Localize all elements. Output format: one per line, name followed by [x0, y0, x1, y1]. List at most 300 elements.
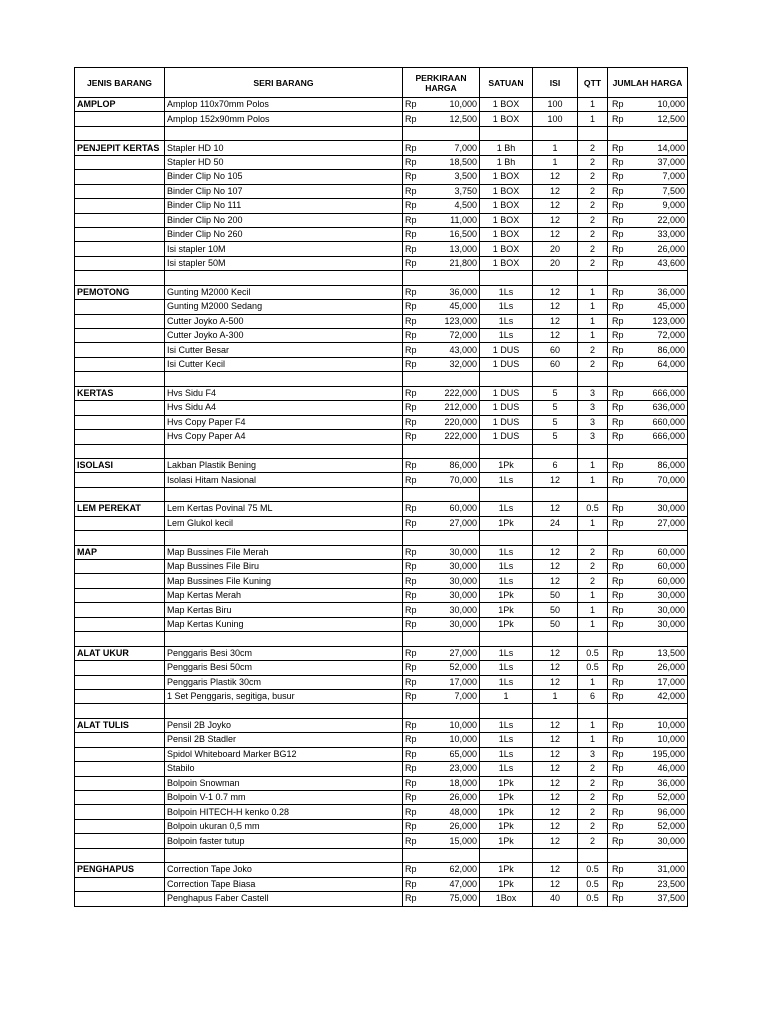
total-cell: 96,000 — [627, 805, 688, 819]
category-cell — [75, 776, 165, 790]
table-row — [75, 473, 688, 487]
total-currency-cell: Rp — [608, 733, 627, 747]
category-cell: MAP — [75, 545, 165, 559]
category-cell — [75, 415, 165, 429]
unit-cell: 1Ls — [480, 762, 533, 776]
qtt-cell: 2 — [578, 791, 608, 805]
empty-cell — [75, 848, 165, 862]
category-cell — [75, 877, 165, 891]
table-row — [75, 213, 688, 227]
total-cell: 666,000 — [627, 430, 688, 444]
empty-cell — [608, 632, 627, 646]
item-name-cell: Correction Tape Biasa — [165, 877, 403, 891]
total-cell: 43,600 — [627, 256, 688, 270]
total-currency-cell: Rp — [608, 112, 627, 126]
table-row — [75, 184, 688, 198]
price-cell: 212,000 — [422, 401, 480, 415]
total-currency-cell: Rp — [608, 357, 627, 371]
isi-cell: 24 — [533, 516, 578, 530]
isi-cell: 60 — [533, 343, 578, 357]
spacer-row — [75, 487, 688, 501]
item-name-cell: Map Bussines File Merah — [165, 545, 403, 559]
empty-cell — [627, 444, 688, 458]
empty-cell — [627, 487, 688, 501]
price-cell: 4,500 — [422, 199, 480, 213]
total-cell: 36,000 — [627, 285, 688, 299]
price-cell: 60,000 — [422, 502, 480, 516]
item-name-cell: Binder Clip No 111 — [165, 199, 403, 213]
qtt-cell: 2 — [578, 776, 608, 790]
table-row — [75, 646, 688, 660]
price-currency-cell: Rp — [403, 574, 422, 588]
price-currency-cell: Rp — [403, 805, 422, 819]
price-currency-cell: Rp — [403, 516, 422, 530]
total-cell: 636,000 — [627, 401, 688, 415]
unit-cell: 1Ls — [480, 747, 533, 761]
table-row — [75, 791, 688, 805]
qtt-cell: 3 — [578, 401, 608, 415]
price-cell: 11,000 — [422, 213, 480, 227]
category-cell — [75, 747, 165, 761]
item-name-cell: Penggaris Besi 50cm — [165, 661, 403, 675]
unit-cell: 1Box — [480, 892, 533, 906]
table-row — [75, 155, 688, 169]
table-row — [75, 689, 688, 703]
total-cell: 7,000 — [627, 170, 688, 184]
spacer-row — [75, 444, 688, 458]
total-currency-cell: Rp — [608, 805, 627, 819]
category-cell — [75, 242, 165, 256]
empty-cell — [403, 271, 422, 285]
isi-cell: 12 — [533, 574, 578, 588]
empty-cell — [480, 126, 533, 140]
total-currency-cell: Rp — [608, 314, 627, 328]
isi-cell: 1 — [533, 155, 578, 169]
empty-cell — [578, 632, 608, 646]
price-currency-cell: Rp — [403, 141, 422, 155]
unit-cell: 1 BOX — [480, 98, 533, 112]
price-currency-cell: Rp — [403, 718, 422, 732]
isi-cell: 12 — [533, 545, 578, 559]
category-cell — [75, 256, 165, 270]
price-currency-cell: Rp — [403, 689, 422, 703]
table-row — [75, 516, 688, 530]
price-currency-cell: Rp — [403, 329, 422, 343]
item-name-cell: Hvs Sidu A4 — [165, 401, 403, 415]
item-name-cell: Isi Cutter Kecil — [165, 357, 403, 371]
price-cell: 18,000 — [422, 776, 480, 790]
total-cell: 86,000 — [627, 458, 688, 472]
item-name-cell: Stapler HD 10 — [165, 141, 403, 155]
price-currency-cell: Rp — [403, 184, 422, 198]
category-cell: PENGHAPUS — [75, 863, 165, 877]
empty-cell — [422, 704, 480, 718]
qtt-cell: 6 — [578, 689, 608, 703]
empty-cell — [608, 126, 627, 140]
item-name-cell: Map Kertas Biru — [165, 603, 403, 617]
empty-cell — [480, 632, 533, 646]
total-cell: 45,000 — [627, 300, 688, 314]
isi-cell: 12 — [533, 199, 578, 213]
category-cell — [75, 213, 165, 227]
total-cell: 666,000 — [627, 386, 688, 400]
total-cell: 30,000 — [627, 502, 688, 516]
empty-cell — [480, 372, 533, 386]
unit-cell: 1 DUS — [480, 430, 533, 444]
isi-cell: 12 — [533, 819, 578, 833]
qtt-cell: 2 — [578, 213, 608, 227]
total-cell: 52,000 — [627, 819, 688, 833]
total-currency-cell: Rp — [608, 98, 627, 112]
total-currency-cell: Rp — [608, 689, 627, 703]
price-cell: 17,000 — [422, 675, 480, 689]
empty-cell — [165, 487, 403, 501]
category-cell — [75, 675, 165, 689]
price-cell: 70,000 — [422, 473, 480, 487]
isi-cell: 50 — [533, 617, 578, 631]
price-cell: 27,000 — [422, 646, 480, 660]
qtt-cell: 2 — [578, 199, 608, 213]
isi-cell: 12 — [533, 184, 578, 198]
header-qtt: QTT — [578, 68, 608, 98]
table-row — [75, 112, 688, 126]
item-name-cell: Isi stapler 10M — [165, 242, 403, 256]
total-currency-cell: Rp — [608, 892, 627, 906]
table-row — [75, 458, 688, 472]
qtt-cell: 2 — [578, 357, 608, 371]
item-name-cell: Hvs Copy Paper F4 — [165, 415, 403, 429]
empty-cell — [627, 531, 688, 545]
qtt-cell: 0.5 — [578, 863, 608, 877]
total-currency-cell: Rp — [608, 545, 627, 559]
table-row — [75, 199, 688, 213]
category-cell: KERTAS — [75, 386, 165, 400]
item-name-cell: Stabilo — [165, 762, 403, 776]
total-currency-cell: Rp — [608, 675, 627, 689]
price-cell: 123,000 — [422, 314, 480, 328]
price-currency-cell: Rp — [403, 357, 422, 371]
total-cell: 52,000 — [627, 791, 688, 805]
table-row — [75, 227, 688, 241]
total-currency-cell: Rp — [608, 646, 627, 660]
total-cell: 30,000 — [627, 617, 688, 631]
price-currency-cell: Rp — [403, 560, 422, 574]
total-currency-cell: Rp — [608, 617, 627, 631]
spacer-row — [75, 271, 688, 285]
price-cell: 30,000 — [422, 603, 480, 617]
empty-cell — [165, 126, 403, 140]
unit-cell: 1 DUS — [480, 343, 533, 357]
qtt-cell: 1 — [578, 314, 608, 328]
price-cell: 10,000 — [422, 733, 480, 747]
empty-cell — [403, 444, 422, 458]
unit-cell: 1Ls — [480, 285, 533, 299]
price-cell: 21,800 — [422, 256, 480, 270]
total-cell: 31,000 — [627, 863, 688, 877]
qtt-cell: 1 — [578, 473, 608, 487]
total-currency-cell: Rp — [608, 415, 627, 429]
unit-cell: 1Pk — [480, 617, 533, 631]
qtt-cell: 1 — [578, 329, 608, 343]
item-name-cell: Spidol Whiteboard Marker BG12 — [165, 747, 403, 761]
item-name-cell: Penggaris Plastik 30cm — [165, 675, 403, 689]
empty-cell — [627, 632, 688, 646]
spacer-row — [75, 848, 688, 862]
isi-cell: 6 — [533, 458, 578, 472]
price-cell: 220,000 — [422, 415, 480, 429]
total-currency-cell: Rp — [608, 329, 627, 343]
empty-cell — [403, 372, 422, 386]
total-currency-cell: Rp — [608, 155, 627, 169]
empty-cell — [422, 126, 480, 140]
total-currency-cell: Rp — [608, 473, 627, 487]
empty-cell — [533, 704, 578, 718]
category-cell — [75, 314, 165, 328]
total-currency-cell: Rp — [608, 574, 627, 588]
category-cell — [75, 430, 165, 444]
total-currency-cell: Rp — [608, 184, 627, 198]
qtt-cell: 2 — [578, 574, 608, 588]
unit-cell: 1Pk — [480, 458, 533, 472]
category-cell — [75, 661, 165, 675]
category-cell — [75, 689, 165, 703]
isi-cell: 20 — [533, 242, 578, 256]
table-row — [75, 386, 688, 400]
empty-cell — [627, 848, 688, 862]
price-currency-cell: Rp — [403, 473, 422, 487]
unit-cell: 1Ls — [480, 733, 533, 747]
total-cell: 7,500 — [627, 184, 688, 198]
spacer-row — [75, 126, 688, 140]
item-name-cell: Bolpoin V-1 0.7 mm — [165, 791, 403, 805]
empty-cell — [533, 444, 578, 458]
price-currency-cell: Rp — [403, 314, 422, 328]
table-row — [75, 776, 688, 790]
isi-cell: 5 — [533, 415, 578, 429]
qtt-cell: 2 — [578, 819, 608, 833]
price-estimate-table — [74, 67, 688, 907]
total-cell: 22,000 — [627, 213, 688, 227]
item-name-cell: Cutter Joyko A-500 — [165, 314, 403, 328]
qtt-cell: 1 — [578, 98, 608, 112]
isi-cell: 12 — [533, 170, 578, 184]
empty-cell — [578, 848, 608, 862]
header-satuan: SATUAN — [480, 68, 533, 98]
empty-cell — [533, 126, 578, 140]
total-currency-cell: Rp — [608, 661, 627, 675]
header-row — [75, 68, 688, 98]
empty-cell — [533, 531, 578, 545]
price-cell: 52,000 — [422, 661, 480, 675]
empty-cell — [533, 487, 578, 501]
isi-cell: 12 — [533, 791, 578, 805]
unit-cell: 1Ls — [480, 545, 533, 559]
category-cell — [75, 227, 165, 241]
total-currency-cell: Rp — [608, 588, 627, 602]
qtt-cell: 2 — [578, 805, 608, 819]
total-currency-cell: Rp — [608, 502, 627, 516]
isi-cell: 100 — [533, 112, 578, 126]
category-cell — [75, 357, 165, 371]
category-cell — [75, 819, 165, 833]
unit-cell: 1Pk — [480, 791, 533, 805]
isi-cell: 12 — [533, 805, 578, 819]
isi-cell: 60 — [533, 357, 578, 371]
item-name-cell: Isi Cutter Besar — [165, 343, 403, 357]
unit-cell: 1 BOX — [480, 170, 533, 184]
total-currency-cell: Rp — [608, 834, 627, 848]
unit-cell: 1Ls — [480, 574, 533, 588]
total-currency-cell: Rp — [608, 199, 627, 213]
price-currency-cell: Rp — [403, 415, 422, 429]
total-cell: 72,000 — [627, 329, 688, 343]
price-currency-cell: Rp — [403, 112, 422, 126]
total-currency-cell: Rp — [608, 300, 627, 314]
empty-cell — [627, 126, 688, 140]
empty-cell — [75, 487, 165, 501]
item-name-cell: Stapler HD 50 — [165, 155, 403, 169]
price-cell: 7,000 — [422, 689, 480, 703]
price-cell: 30,000 — [422, 545, 480, 559]
item-name-cell: Hvs Sidu F4 — [165, 386, 403, 400]
isi-cell: 12 — [533, 300, 578, 314]
unit-cell: 1 Bh — [480, 141, 533, 155]
price-currency-cell: Rp — [403, 776, 422, 790]
table-body — [75, 98, 688, 907]
category-cell — [75, 199, 165, 213]
isi-cell: 50 — [533, 588, 578, 602]
item-name-cell: Binder Clip No 107 — [165, 184, 403, 198]
unit-cell: 1Pk — [480, 805, 533, 819]
qtt-cell: 2 — [578, 141, 608, 155]
isi-cell: 100 — [533, 98, 578, 112]
unit-cell: 1Pk — [480, 863, 533, 877]
qtt-cell: 1 — [578, 516, 608, 530]
table-row — [75, 285, 688, 299]
category-cell — [75, 112, 165, 126]
qtt-cell: 1 — [578, 285, 608, 299]
table-row — [75, 300, 688, 314]
spacer-row — [75, 704, 688, 718]
unit-cell: 1 — [480, 689, 533, 703]
price-currency-cell: Rp — [403, 617, 422, 631]
total-cell: 27,000 — [627, 516, 688, 530]
total-cell: 37,500 — [627, 892, 688, 906]
total-cell: 33,000 — [627, 227, 688, 241]
empty-cell — [75, 531, 165, 545]
table-row — [75, 718, 688, 732]
price-currency-cell: Rp — [403, 430, 422, 444]
price-currency-cell: Rp — [403, 545, 422, 559]
table-row — [75, 314, 688, 328]
item-name-cell: 1 Set Penggaris, segitiga, busur — [165, 689, 403, 703]
table-row — [75, 834, 688, 848]
header-jumlah-harga: JUMLAH HARGA — [608, 68, 688, 98]
unit-cell: 1Pk — [480, 603, 533, 617]
total-cell: 60,000 — [627, 560, 688, 574]
category-cell: ALAT TULIS — [75, 718, 165, 732]
isi-cell: 12 — [533, 314, 578, 328]
price-cell: 7,000 — [422, 141, 480, 155]
total-cell: 37,000 — [627, 155, 688, 169]
total-currency-cell: Rp — [608, 227, 627, 241]
category-cell — [75, 401, 165, 415]
total-currency-cell: Rp — [608, 256, 627, 270]
qtt-cell: 0.5 — [578, 877, 608, 891]
total-cell: 660,000 — [627, 415, 688, 429]
category-cell — [75, 603, 165, 617]
unit-cell: 1 DUS — [480, 357, 533, 371]
empty-cell — [578, 531, 608, 545]
category-cell — [75, 805, 165, 819]
price-cell: 27,000 — [422, 516, 480, 530]
total-cell: 64,000 — [627, 357, 688, 371]
empty-cell — [75, 444, 165, 458]
total-cell: 23,500 — [627, 877, 688, 891]
category-cell — [75, 329, 165, 343]
price-cell: 15,000 — [422, 834, 480, 848]
price-cell: 30,000 — [422, 560, 480, 574]
price-cell: 16,500 — [422, 227, 480, 241]
empty-cell — [480, 531, 533, 545]
price-currency-cell: Rp — [403, 401, 422, 415]
total-currency-cell: Rp — [608, 401, 627, 415]
empty-cell — [608, 487, 627, 501]
total-cell: 9,000 — [627, 199, 688, 213]
isi-cell: 1 — [533, 689, 578, 703]
spacer-row — [75, 632, 688, 646]
category-cell — [75, 617, 165, 631]
price-cell: 30,000 — [422, 588, 480, 602]
empty-cell — [165, 704, 403, 718]
isi-cell: 12 — [533, 762, 578, 776]
item-name-cell: Bolpoin HITECH-H kenko 0.28 — [165, 805, 403, 819]
empty-cell — [422, 848, 480, 862]
item-name-cell: Map Bussines File Kuning — [165, 574, 403, 588]
total-currency-cell: Rp — [608, 863, 627, 877]
empty-cell — [608, 444, 627, 458]
item-name-cell: Pensil 2B Stadler — [165, 733, 403, 747]
empty-cell — [578, 704, 608, 718]
isi-cell: 50 — [533, 603, 578, 617]
empty-cell — [608, 848, 627, 862]
isi-cell: 20 — [533, 256, 578, 270]
item-name-cell: Map Bussines File Biru — [165, 560, 403, 574]
total-currency-cell: Rp — [608, 141, 627, 155]
price-currency-cell: Rp — [403, 285, 422, 299]
category-cell — [75, 184, 165, 198]
item-name-cell: Lem Glukol kecil — [165, 516, 403, 530]
unit-cell: 1Ls — [480, 560, 533, 574]
qtt-cell: 0.5 — [578, 892, 608, 906]
total-cell: 60,000 — [627, 545, 688, 559]
total-cell: 10,000 — [627, 733, 688, 747]
qtt-cell: 1 — [578, 588, 608, 602]
category-cell — [75, 560, 165, 574]
category-cell: PENJEPIT KERTAS — [75, 141, 165, 155]
unit-cell: 1Pk — [480, 819, 533, 833]
price-cell: 222,000 — [422, 430, 480, 444]
qtt-cell: 2 — [578, 170, 608, 184]
category-cell — [75, 834, 165, 848]
price-currency-cell: Rp — [403, 213, 422, 227]
unit-cell: 1Pk — [480, 776, 533, 790]
price-currency-cell: Rp — [403, 661, 422, 675]
unit-cell: 1 BOX — [480, 199, 533, 213]
price-cell: 23,000 — [422, 762, 480, 776]
empty-cell — [533, 848, 578, 862]
item-name-cell: Amplop 152x90mm Polos — [165, 112, 403, 126]
